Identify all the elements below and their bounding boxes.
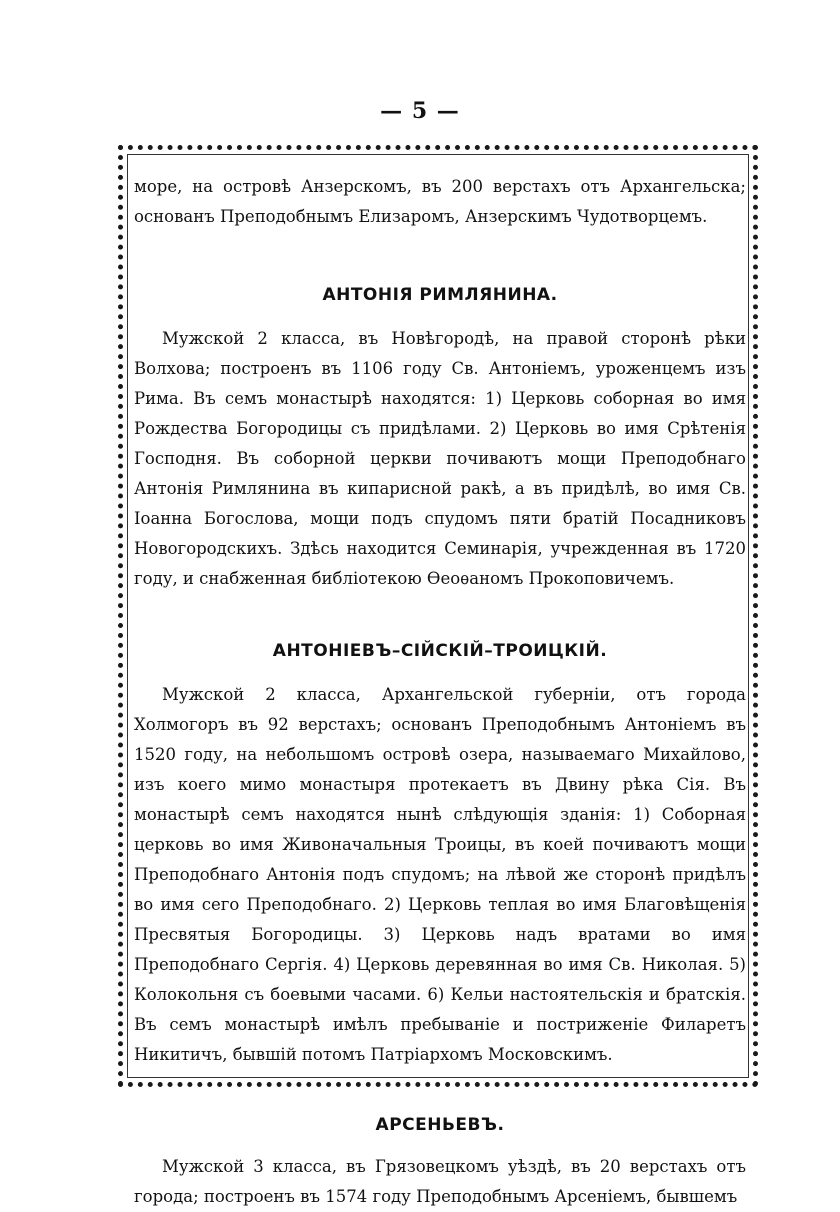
page-content	[134, 172, 746, 1212]
paragraph-arseniev: Мужской 3 класса, въ Грязовецкомъ уѣздѣ, въ 20 верстахъ отъ города; построенъ въ 1574 году Преподобнымъ Арсеніемъ, бывшемъ	[134, 1157, 746, 1206]
paragraph-antoniev-siyskiy: Мужской 2 класса, Архангельской губерніи, отъ города Холмогоръ въ 92 верстахъ; основанъ Преподобнымъ Антоніемъ въ 1520 году, на небольшомъ островѣ озера, называемаго Михайлово, изъ коего мимо монастыря протекаетъ въ Двину рѣка Сія. Въ монастырѣ семъ находятся нынѣ слѣдующія зданія: 1) Соборная церковь во имя Живоначальныя Троицы, въ коей почиваютъ мощи Преподобнаго Антонія подъ спудомъ; на лѣвой же сторонѣ придѣлъ во имя сего Преподобнаго. 2) Церковь теплая во имя Благовѣщенія Пресвятыя Богородицы. 3) Церковь надъ вратами во имя Преподобнаго Сергія. 4) Церковь деревянная во имя Св. Николая. 5) Колокольня съ боевыми часами. 6) Кельи настоятельскія и братскія. Въ семъ монастырѣ имѣлъ пребываніе и постриженіе Филаретъ Никитичъ, бывшій потомъ Патріархомъ Московскимъ.	[134, 685, 746, 1064]
heading-antoniev-siyskiy: АНТОНІЕВЪ–СІЙСКІЙ–ТРОИЦКІЙ.	[272, 641, 608, 661]
paragraph-antoniya-rimlyanina: Мужской 2 класса, въ Новѣгородѣ, на правой сторонѣ рѣки Волхова; построенъ въ 1106 году Св. Антоніемъ, уроженцемъ изъ Рима. Въ семъ монастырѣ находятся: 1) Церковь соборная во имя Рождества Богородицы съ придѣлами. 2) Церковь во имя Срѣтенія Господня. Въ соборной церкви почиваютъ мощи Преподобнаго Антонія Римлянина въ кипарисной ракѣ, а въ придѣлѣ, во имя Св. Іоанна Богослова, мощи подъ спудомъ пяти братій Посадниковъ Новогородскихъ. Здѣсь находится Семинарія, учрежденная въ 1720 году, и снабженная библіотекою Ѳеоѳаномъ Прокоповичемъ.	[134, 329, 746, 588]
heading-arseniev: АРСЕНЬЕВЪ.	[375, 1115, 505, 1135]
page-number: — 5 —	[380, 98, 460, 124]
heading-antoniya-rimlyanina: АНТОНІЯ РИМЛЯНИНА.	[322, 285, 558, 305]
continued-paragraph: море, на островѣ Анзерскомъ, въ 200 верстахъ отъ Архангельска; основанъ Преподобнымъ Елизаромъ, Анзерскимъ Чудотворцемъ.	[134, 177, 746, 226]
